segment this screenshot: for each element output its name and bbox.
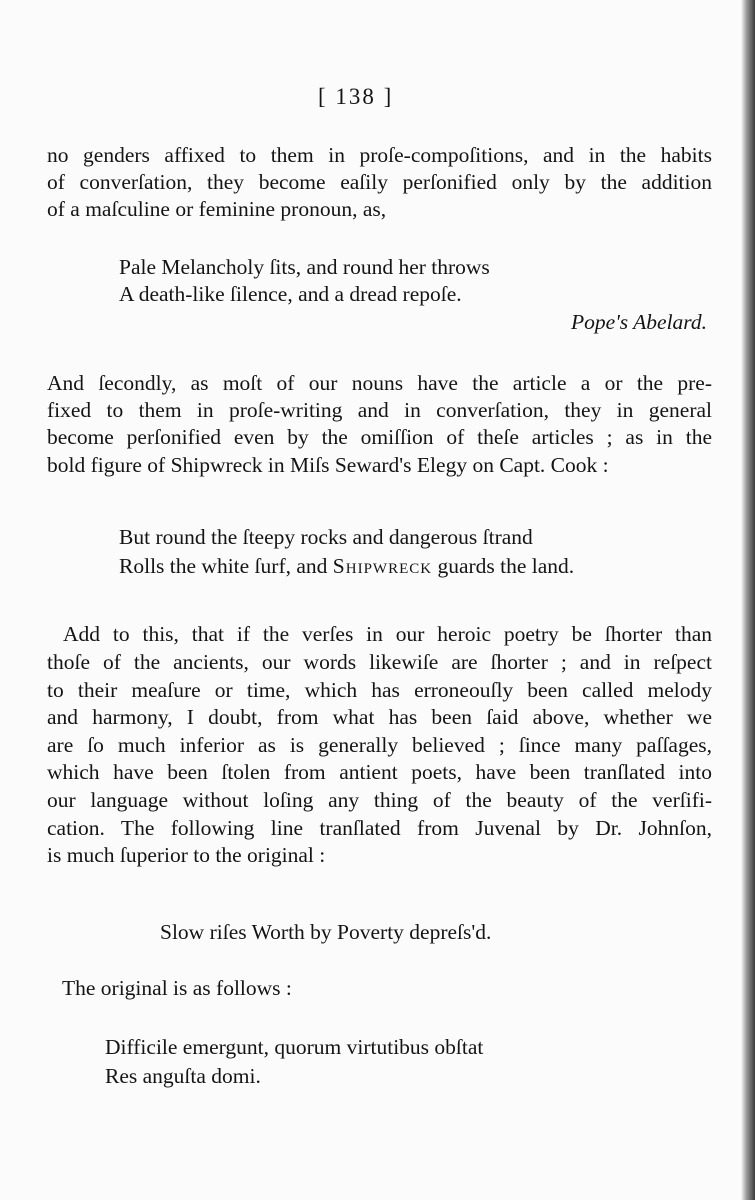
verse-line: A death-like ſilence, and a dread repoſe. [119,282,462,306]
text-line: and harmony, I doubt, from what has been ſaid above, whether we [47,705,712,729]
verse-emphasis: Shipwreck [332,554,433,578]
verse-line [119,553,574,579]
text-line: which have been ſtolen from antient poets, have been tranſlated into [47,760,712,784]
verse-line: But round the ſteepy rocks and dangerous ſtrand [119,525,533,549]
text-line: is much ſuperior to the original : [47,843,326,867]
text-line: to their meaſure or time, which has erroneouſly been called melody [47,678,712,702]
page-number: [ 138 ] [318,84,394,109]
verse-attribution: Pope's Abelard. [571,310,707,334]
text-line: of converſation, they become eaſily perſonified only by the addition [47,170,712,194]
text-line: our language without loſing any thing of the beauty of the verſifi- [47,788,712,812]
text-line: Add to this, that if the verſes in our heroic poetry be ſhorter than [63,622,712,646]
text-line: of a maſculine or feminine pronoun, as, [47,197,387,221]
verse-text: guards the land. [437,554,575,578]
latin-line: Res anguſta domi. [105,1064,261,1088]
latin-line: Difficile emergunt, quorum virtutibus obſtat [105,1035,484,1059]
verse-text: Rolls the white ſurf, and [119,554,328,578]
text-line: The original is as follows : [62,976,292,1000]
text-line: thoſe of the ancients, our words likewiſe are ſhorter ; and in reſpect [47,650,712,674]
text-line: And ſecondly, as moſt of our nouns have the article a or the pre- [47,371,712,395]
text-line: fixed to them in proſe-writing and in converſation, they in general [47,398,712,422]
quote-line: Slow riſes Worth by Poverty depreſs'd. [160,920,492,944]
verse-line: Pale Melancholy ſits, and round her throws [119,255,490,279]
text-line: become perſonified even by the omiſſion of theſe articles ; as in the [47,425,712,449]
page-edge [741,0,755,1200]
text-line: bold figure of Shipwreck in Miſs Seward's Elegy on Capt. Cook : [47,453,609,477]
text-line: are ſo much inferior as is generally believed ; ſince many paſſages, [47,733,712,757]
text-line: cation. The following line tranſlated from Juvenal by Dr. Johnſon, [47,816,712,840]
text-line: no genders affixed to them in proſe-compoſitions, and in the habits [47,143,712,167]
